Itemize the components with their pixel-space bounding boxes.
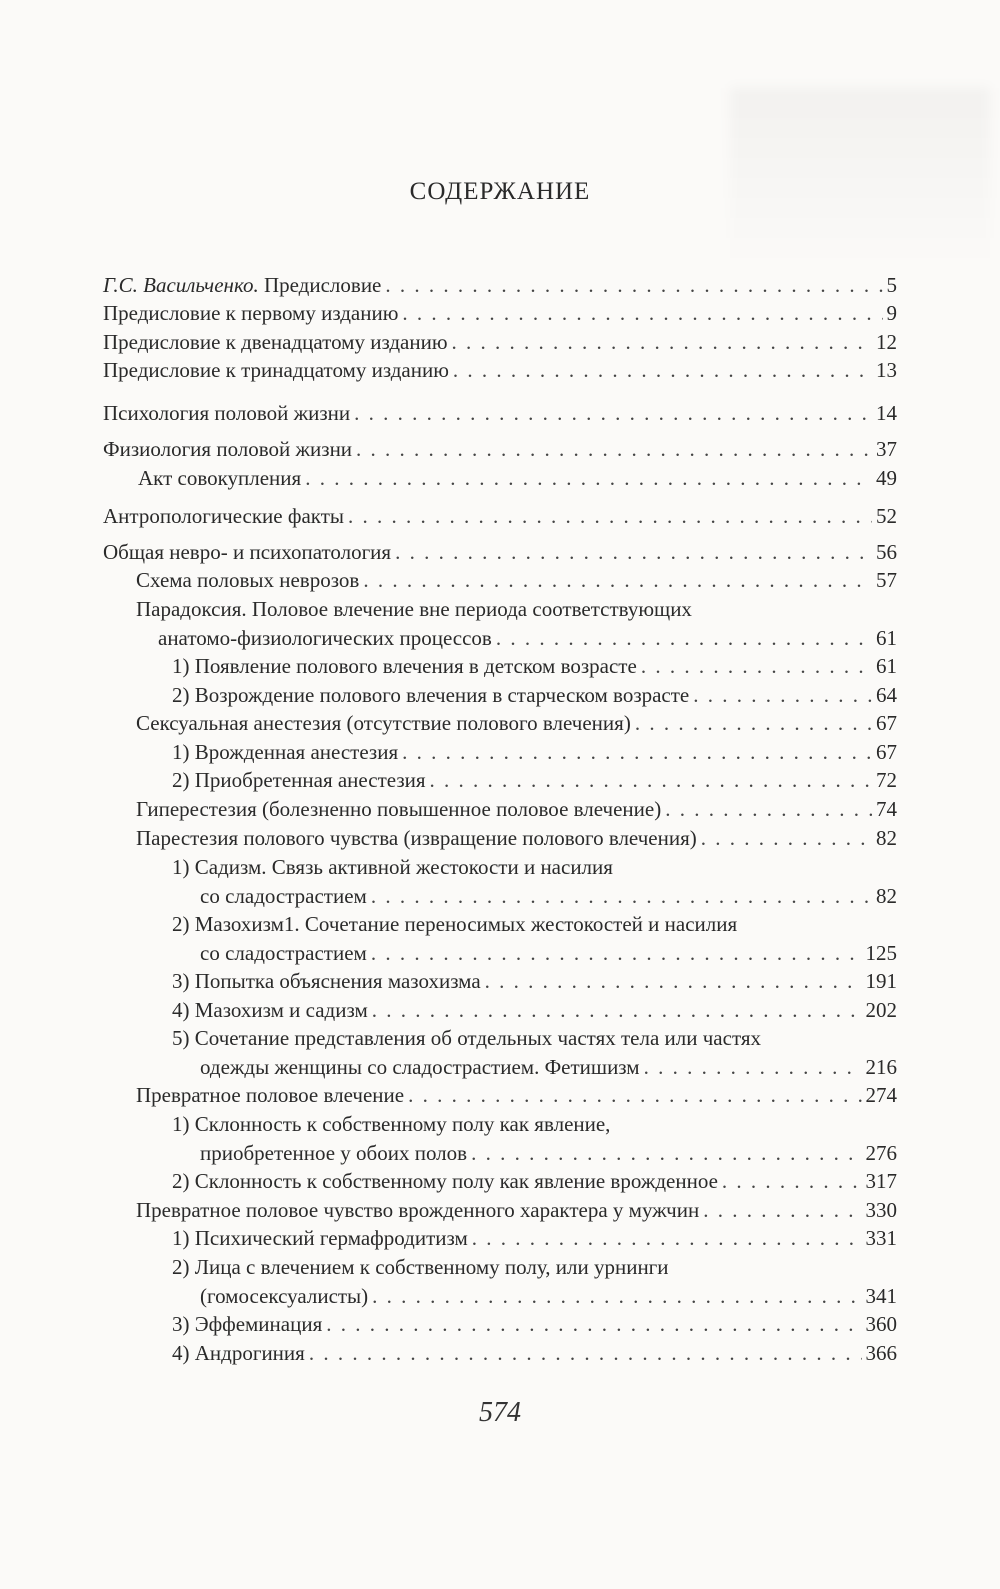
toc-entry-title: 1) Психический гермафродитизм	[172, 1226, 468, 1250]
toc-entry-line	[200, 1139, 897, 1168]
toc-entry[interactable]	[136, 709, 897, 738]
toc-entry-text	[136, 709, 631, 738]
toc-page-number: 317	[865, 1169, 897, 1193]
toc-entry-title: 2) Лица с влечением к собственному полу, или урнинги	[172, 1255, 669, 1279]
toc-entry[interactable]	[138, 464, 897, 493]
page-number: 574	[479, 1397, 521, 1428]
toc-entry[interactable]	[172, 738, 897, 767]
toc-entry[interactable]	[172, 1167, 897, 1196]
toc-page-number: 330	[865, 1198, 897, 1222]
toc-entry-title: Предисловие к тринадцатому изданию	[103, 358, 449, 382]
toc-entry[interactable]	[103, 299, 897, 328]
toc-entry-text	[172, 1026, 761, 1050]
dot-leader	[309, 1339, 862, 1368]
toc-entry[interactable]	[172, 681, 897, 710]
toc-page-number: 13	[876, 358, 897, 382]
contents-heading: СОДЕРЖАНИЕ	[409, 178, 591, 205]
toc-entry-line	[172, 853, 897, 882]
toc-entry-title: 3) Попытка объяснения мазохизма	[172, 969, 481, 993]
toc-entry-title: Общая невро- и психопатология	[103, 540, 392, 564]
toc-entry-title: Превратное половое чувство врожденного характера у мужчин	[136, 1198, 700, 1222]
toc-entry[interactable]	[103, 356, 897, 385]
toc-entry[interactable]	[136, 1081, 897, 1110]
toc-page-number: 9	[886, 301, 897, 325]
toc-page-number: 202	[865, 998, 897, 1022]
toc-page-number: 56	[876, 540, 897, 564]
toc-entry-line	[136, 824, 897, 853]
toc-entry-text	[172, 855, 613, 879]
toc-entry-title: Акт совокупления	[138, 466, 302, 490]
toc-entry-title: Предисловие к двенадцатому изданию	[103, 330, 448, 354]
toc-entry-text	[103, 435, 352, 464]
toc-entry-line	[172, 766, 897, 795]
toc-entry-text	[200, 1139, 467, 1168]
toc-entry-line	[200, 882, 897, 911]
toc-page-number: 5	[886, 273, 897, 297]
toc-entry-text	[172, 1112, 610, 1136]
toc-entry-text	[103, 502, 344, 531]
toc-page-number: 82	[876, 826, 897, 850]
dot-leader	[371, 882, 872, 911]
toc-entry-title: (гомосексуалисты)	[200, 1283, 369, 1308]
toc-page-number: 274	[865, 1083, 897, 1107]
toc-entry-title: 2) Приобретенная анестезия	[172, 768, 426, 792]
toc-entry-line	[103, 502, 897, 531]
dot-leader	[485, 967, 862, 996]
dot-leader	[693, 681, 872, 710]
dot-leader	[372, 1282, 861, 1311]
toc-entry-title: одежды женщины со сладострастием. Фетишизм	[200, 1054, 640, 1079]
toc-entry[interactable]	[136, 795, 897, 824]
toc-entry[interactable]	[172, 766, 897, 795]
toc-entry-title: Парадоксия. Половое влечение вне периода соответствующих	[136, 597, 692, 621]
dot-leader	[452, 328, 872, 357]
toc-entry-text	[103, 271, 381, 300]
toc-entry-title: 3) Эффеминация	[172, 1312, 323, 1336]
toc-entry[interactable]	[172, 1339, 897, 1368]
dot-leader	[356, 435, 872, 464]
toc-entry-title: Превратное половое влечение	[136, 1083, 405, 1107]
toc-entry-title: приобретенное у обоих полов	[200, 1140, 468, 1165]
toc-page-number: 37	[876, 437, 897, 461]
toc-entry-title: 2) Возрождение полового влечения в старческом возрасте	[172, 683, 690, 707]
toc-entry-text	[172, 967, 481, 996]
toc-entry-title: 1) Садизм. Связь активной жестокости и насилия	[172, 855, 613, 879]
toc-page-number: 331	[865, 1226, 897, 1250]
toc-entry-line	[172, 967, 897, 996]
toc-entry-line	[103, 538, 897, 567]
toc-entry-line	[103, 299, 897, 328]
toc-entry[interactable]	[172, 1024, 897, 1081]
toc-entry[interactable]	[172, 853, 897, 910]
toc-entry-line	[172, 1310, 897, 1339]
toc-page-number: 12	[876, 330, 897, 354]
dot-leader	[641, 652, 872, 681]
toc-entry-text	[136, 795, 661, 824]
dot-leader	[408, 1081, 861, 1110]
dot-leader	[453, 356, 872, 385]
toc-page-number: 125	[865, 940, 897, 965]
toc-entry[interactable]	[136, 824, 897, 853]
toc-entry-title: 2) Склонность к собственному полу как явление врожденное	[172, 1169, 718, 1193]
toc-entry-line	[103, 399, 897, 428]
toc-entry-line	[172, 1339, 897, 1368]
dot-leader	[371, 939, 862, 968]
toc-entry-line	[103, 435, 897, 464]
toc-page-number: 14	[876, 401, 897, 425]
toc-entry-text	[103, 538, 391, 567]
toc-page-number: 49	[876, 466, 897, 490]
toc-entry-title: Парестезия полового чувства (извращение полового влечения)	[136, 826, 697, 850]
toc-entry-line	[103, 271, 897, 300]
dot-leader	[430, 766, 872, 795]
toc-page-number: 57	[876, 568, 897, 592]
dot-leader	[305, 464, 872, 493]
toc-entry-text	[172, 1339, 305, 1368]
toc-entry-line	[158, 624, 897, 653]
toc-entry-title: Сексуальная анестезия (отсутствие полового влечения)	[136, 711, 631, 735]
toc-entry-title: 4) Мазохизм и садизм	[172, 998, 368, 1022]
toc-entry-line	[138, 464, 897, 493]
toc-entry-text	[103, 399, 350, 428]
dot-leader	[372, 996, 862, 1025]
dot-leader	[472, 1224, 862, 1253]
toc-entry[interactable]	[136, 1196, 897, 1225]
toc-entry-title: со сладострастием	[200, 883, 367, 908]
toc-entry-line	[200, 939, 897, 968]
toc-page-number: 52	[876, 504, 897, 528]
toc-entry-title: 1) Появление полового влечения в детском возрасте	[172, 654, 637, 678]
toc-entry-text	[172, 1310, 322, 1339]
toc-entry-line	[136, 566, 897, 595]
dot-leader	[402, 738, 872, 767]
toc-entry-line	[172, 1110, 897, 1139]
toc-entry-line	[172, 1024, 897, 1053]
toc-entry-text	[172, 912, 737, 936]
toc-entry-title: Антропологические факты	[103, 504, 345, 528]
toc-entry[interactable]	[172, 910, 897, 967]
toc-entry-text	[136, 1081, 404, 1110]
toc-entry-line	[136, 709, 897, 738]
toc-entry[interactable]	[136, 566, 897, 595]
toc-page-number: 82	[876, 883, 897, 908]
dot-leader	[471, 1139, 861, 1168]
toc-page-number: 72	[876, 768, 897, 792]
toc-entry-text	[172, 766, 426, 795]
toc-entry-line	[103, 328, 897, 357]
dot-leader	[402, 299, 882, 328]
toc-entry-text	[136, 566, 359, 595]
toc-entry-title: Гиперестезия (болезненно повышенное половое влечение)	[136, 797, 662, 821]
toc-entry[interactable]	[172, 967, 897, 996]
toc-entry[interactable]	[103, 271, 897, 300]
dot-leader	[496, 624, 872, 653]
toc-entry-text	[136, 597, 692, 621]
toc-entry-text	[200, 882, 367, 911]
dot-leader	[701, 824, 872, 853]
toc-page-number: 360	[865, 1312, 897, 1336]
toc-entry-line	[172, 738, 897, 767]
toc-entry-line	[172, 681, 897, 710]
toc-entry[interactable]	[172, 1310, 897, 1339]
toc-entry-line	[200, 1053, 897, 1082]
toc-entry-line	[172, 996, 897, 1025]
toc-entry[interactable]	[103, 399, 897, 428]
toc-entry-text	[200, 1053, 640, 1082]
toc-entry-line	[136, 795, 897, 824]
dot-leader	[703, 1196, 861, 1225]
dot-leader	[326, 1310, 861, 1339]
toc-page-number: 74	[876, 797, 897, 821]
toc-entry[interactable]	[103, 502, 897, 531]
toc-entry-title: со сладострастием	[200, 940, 367, 965]
toc-entry-text	[136, 824, 697, 853]
toc-entry-text	[103, 328, 448, 357]
toc-entry-title: 1) Врожденная анестезия	[172, 740, 399, 764]
toc-entry-text	[103, 356, 449, 385]
toc-entry[interactable]	[172, 1224, 897, 1253]
toc-entry-text	[200, 1282, 368, 1311]
toc-entry-title: 1) Склонность к собственному полу как явление,	[172, 1112, 611, 1136]
toc-entry[interactable]	[172, 1110, 897, 1167]
toc-entry-title: Схема половых неврозов	[136, 568, 360, 592]
toc-page-number: 276	[865, 1140, 897, 1165]
toc-page-number: 366	[865, 1341, 897, 1365]
toc-entry-text	[172, 1167, 718, 1196]
toc-entry-line	[136, 595, 897, 624]
toc-entry-line	[172, 910, 897, 939]
toc-entry-title: Психология половой жизни	[103, 401, 351, 425]
toc-entry-text	[172, 738, 398, 767]
toc-page-number: 61	[876, 654, 897, 678]
dot-leader	[363, 566, 872, 595]
toc-entry-text	[172, 652, 637, 681]
toc-entry[interactable]	[103, 435, 897, 464]
toc-entry-title: анатомо-физиологических процессов	[158, 625, 492, 650]
toc-entry-title: Предисловие	[258, 273, 382, 297]
dot-leader	[385, 271, 882, 300]
toc-entry-text	[172, 1224, 468, 1253]
toc-entry-line	[172, 1167, 897, 1196]
toc-entry-text	[136, 1196, 699, 1225]
toc-entry-text	[103, 299, 398, 328]
dot-leader	[354, 399, 872, 428]
dot-leader	[722, 1167, 862, 1196]
dot-leader	[665, 795, 872, 824]
toc-entry-text	[138, 464, 301, 493]
toc-entry-text	[172, 1255, 669, 1279]
toc-entry-line	[103, 356, 897, 385]
toc-entry-text	[200, 939, 367, 968]
toc-entry-title: 4) Андрогиния	[172, 1341, 305, 1365]
dot-leader	[348, 502, 872, 531]
toc-page-number: 216	[865, 1054, 897, 1079]
toc-entry[interactable]	[172, 996, 897, 1025]
dot-leader	[395, 538, 872, 567]
dot-leader	[635, 709, 872, 738]
toc-entry[interactable]	[103, 538, 897, 567]
toc-entry-author: Г.С. Васильченко.	[103, 273, 259, 297]
toc-entry-text	[172, 681, 689, 710]
toc-entry-line	[200, 1282, 897, 1311]
toc-page-number: 191	[865, 969, 897, 993]
toc-entry-title: 5) Сочетание представления об отдельных частях тела или частях	[172, 1026, 762, 1050]
toc-entry-line	[172, 652, 897, 681]
toc-entry-text	[172, 996, 368, 1025]
dot-leader	[644, 1053, 862, 1082]
toc-entry[interactable]	[172, 652, 897, 681]
toc-entry-title: Физиология половой жизни	[103, 437, 353, 461]
toc-page-number: 61	[876, 625, 897, 650]
toc-entry[interactable]	[136, 595, 897, 652]
toc-page-number: 67	[876, 740, 897, 764]
toc-entry-line	[136, 1081, 897, 1110]
toc-entry-line	[172, 1253, 897, 1282]
toc-entry[interactable]	[103, 328, 897, 357]
toc-page-number: 341	[865, 1283, 897, 1308]
toc-entry[interactable]	[172, 1253, 897, 1310]
toc-page-number: 64	[876, 683, 897, 707]
toc-entry-text	[158, 624, 492, 653]
toc-page-number: 67	[876, 711, 897, 735]
toc-entry-title: Предисловие к первому изданию	[103, 301, 399, 325]
toc-entry-line	[172, 1224, 897, 1253]
toc-entry-line	[136, 1196, 897, 1225]
toc-entry-title: 2) Мазохизм1. Сочетание переносимых жестокостей и насилия	[172, 912, 738, 936]
